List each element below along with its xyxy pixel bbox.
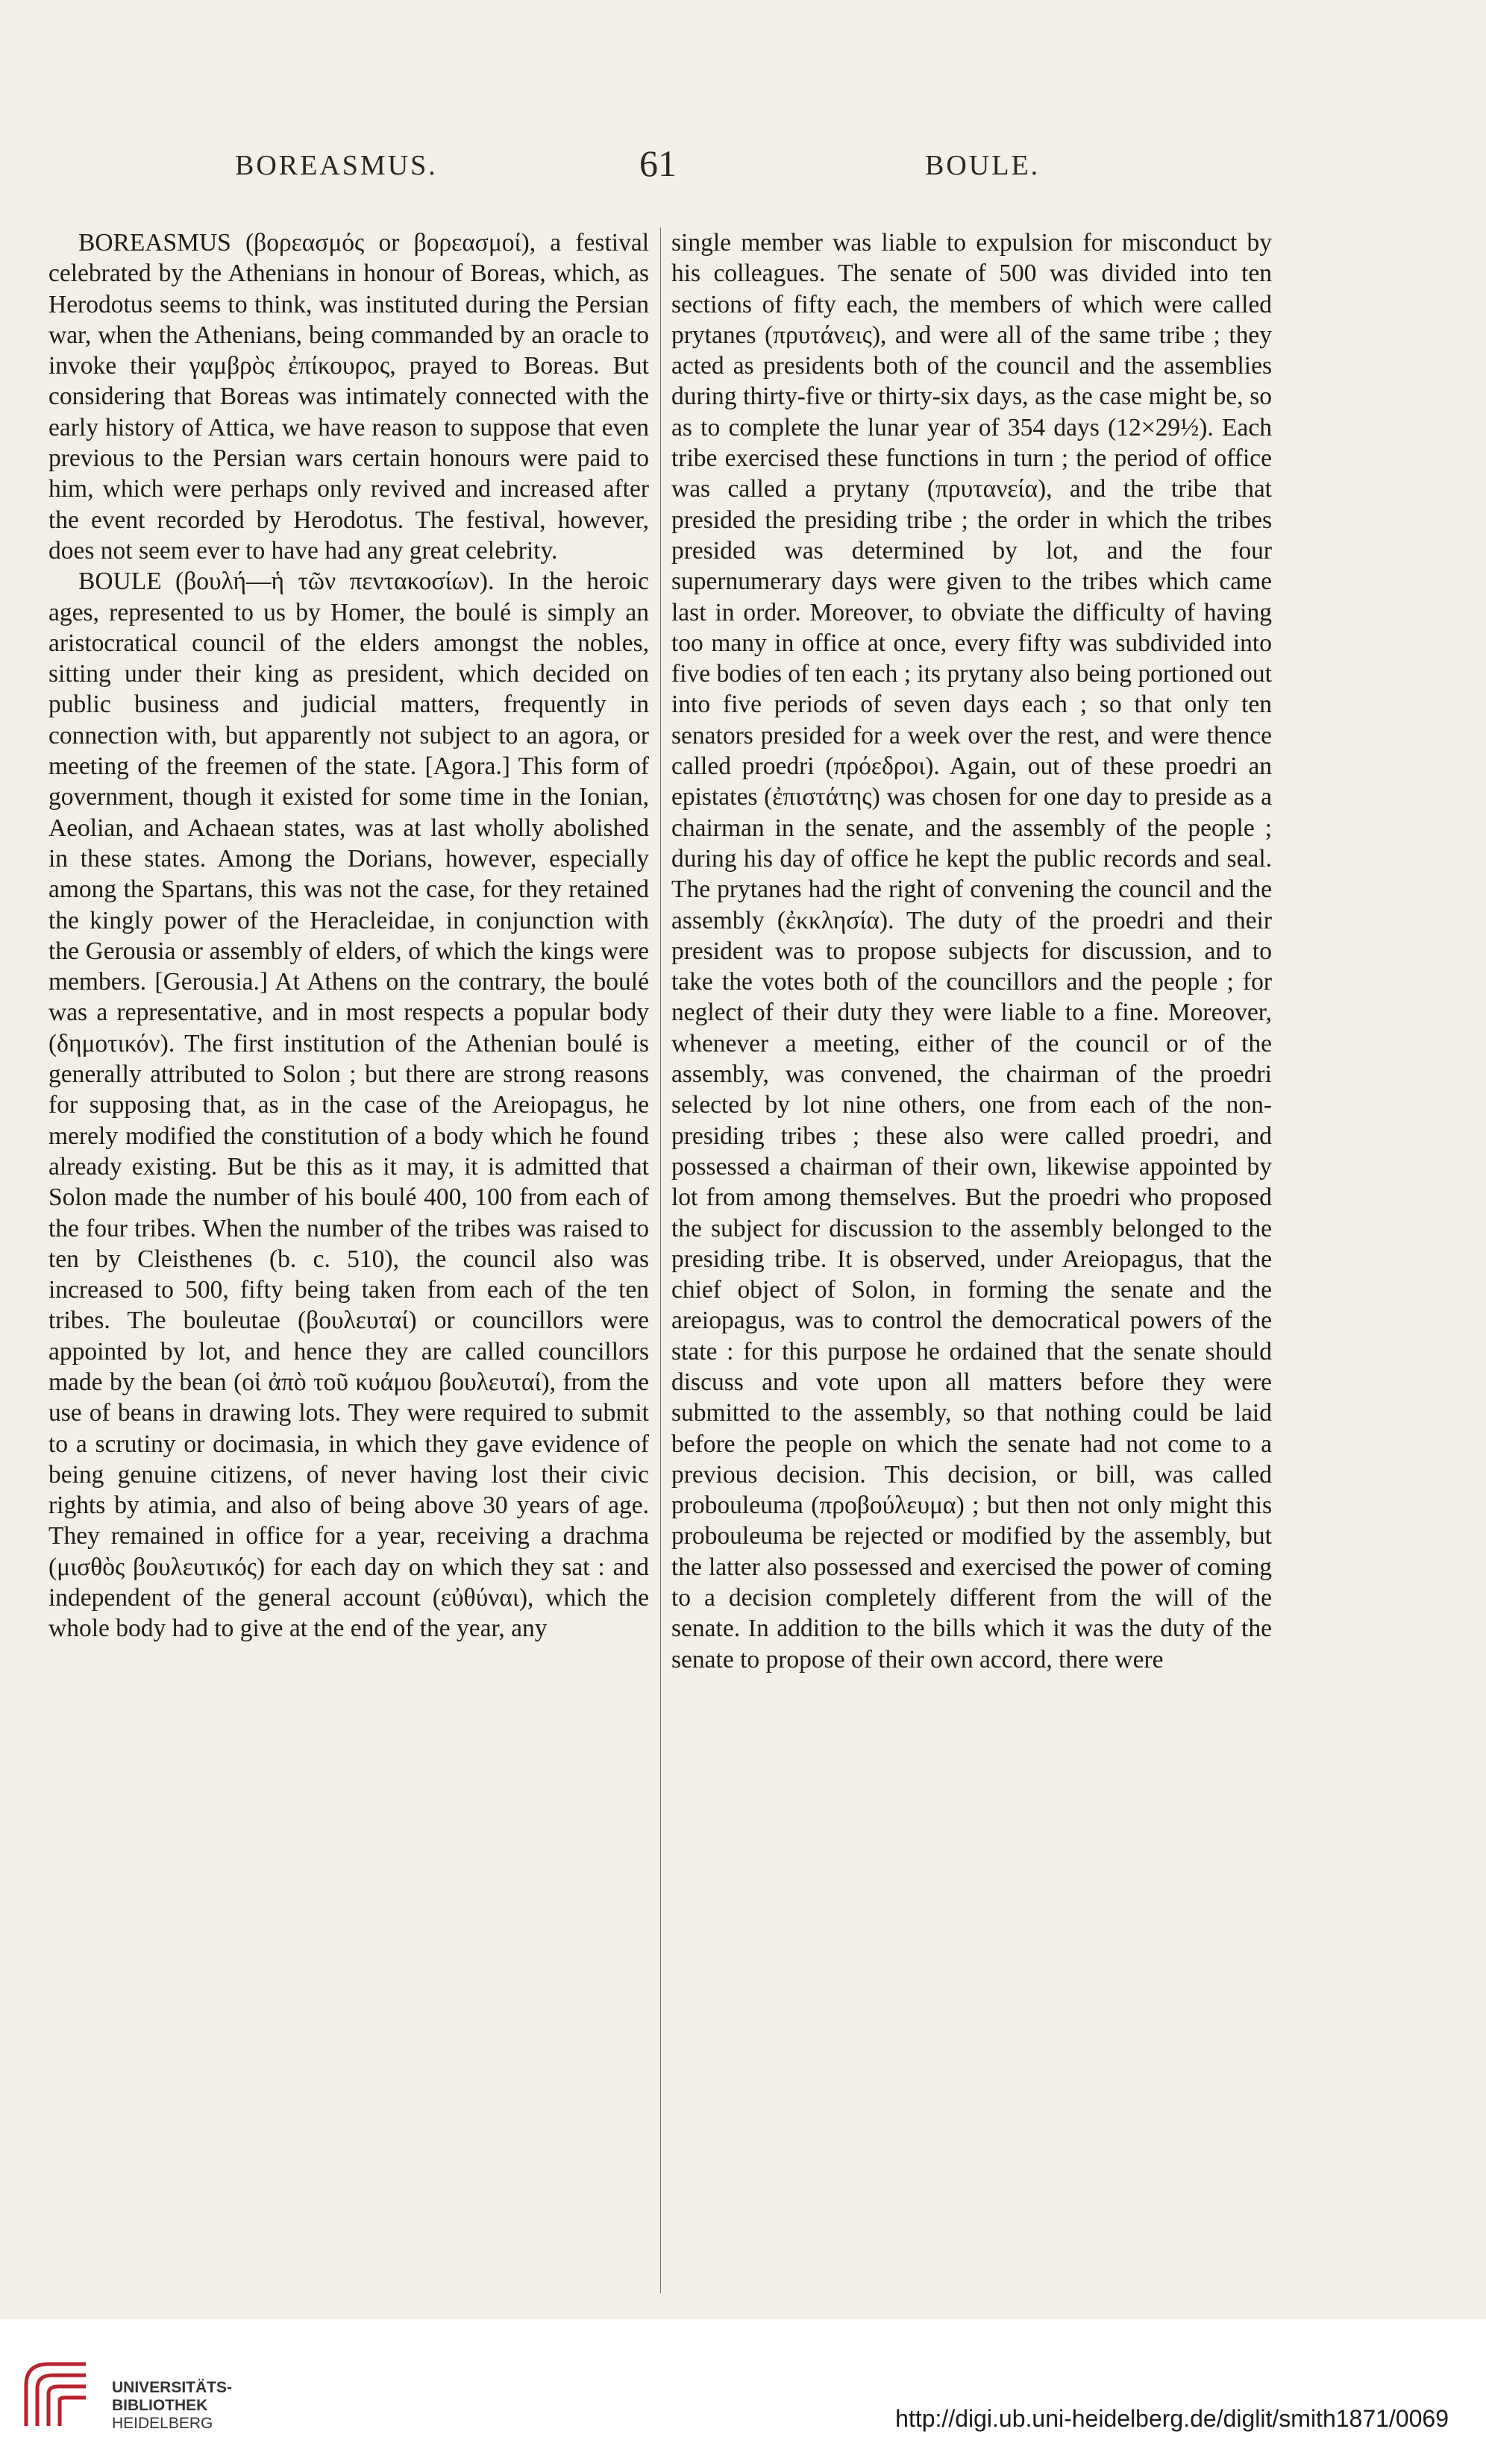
- entry-boule-continued: single member was liable to expulsion for misconduct by his colleagues. The senate of 500 was divided into ten sections of fifty each, the members of which were called prytanes (πρυτάνεις), and were all of the same tribe ; they acted as presidents both of the council and the assemblies during thirty-five or thirty-six days, as the case might be, so as to complete the lunar year of 354 days (12×29½). Each tribe exercised these functions in turn ; the period of office was called a prytany (πρυτανεία), and the tribe that presided the presiding tribe ; the order in which the tribes presided was determined by lot, and the four supernumerary days were given to the tribes which came last in order. Moreover, to obviate the difficulty of having too many in office at once, every fifty was subdivided into five bodies of ten each ; its prytany also being portioned out into five periods of seven days each ; so that only ten senators presided for a week over the rest, and were thence called proedri (πρόεδροι). Again, out of these proedri an epistates (ἐπιστάτης) was chosen for one day to preside as a chairman in the senate, and the assembly of the people ; during his day of office he kept the public records and seal. The prytanes had the right of convening the council and the assembly (ἐκκλησία). The duty of the proedri and their president was to propose subjects for discussion, and to take the votes both of the councillors and the people ; for neglect of their duty they were liable to a fine. Moreover, whenever a meeting, either of the council or of the assembly, was convened, the chairman of the proedri selected by lot nine others, one from each of the non-presiding tribes ; these also were called proedri, and possessed a chairman of their own, likewise appointed by lot from among themselves. But the proedri who proposed the subject for discussion to the assembly belonged to the presiding tribe. It is observed, under Areiopagus, that the chief object of Solon, in forming the senate and the areiopagus, was to control the democratical powers of the state : for this purpose he ordained that the senate should discuss and vote upon all matters before they were submitted to the assembly, so that nothing could be laid before the people on which the senate had not come to a previous decision. This decision, or bill, was called probouleuma (προβούλευμα) ; but then not only might this probouleuma be rejected or modified by the assembly, but the latter also possessed and exercised the power of coming to a decision completely different from the will of the senate. In addition to the bills which it was the duty of the senate to propose of their own accord, there were: [671, 229, 1272, 1673]
- page-number: 61: [639, 142, 677, 184]
- column-divider: [660, 227, 661, 2293]
- text-columns: [48, 227, 1436, 2316]
- library-name: [112, 2379, 232, 2433]
- running-head-left: BOREASMUS.: [235, 150, 438, 181]
- source-url-link[interactable]: http://digi.ub.uni-heidelberg.de/diglit/smith1871/0069: [895, 2405, 1449, 2432]
- library-name-line2: BIBLIOTHEK: [112, 2397, 208, 2414]
- library-name-line1: UNIVERSITÄTS-: [112, 2379, 233, 2396]
- right-column: [671, 227, 1272, 1675]
- running-head: [0, 142, 1486, 201]
- running-head-right: BOULE.: [925, 150, 1041, 181]
- entry-boreasmus: BOREASMUS (βορεασμός or βορεασμοί), a festival celebrated by the Athenians in honour of Boreas, which, as Herodotus seems to think, was instituted during the Persian war, when the Athenians, being commanded by an oracle to invoke their γαμβρὸς ἐπίκουρος, prayed to Boreas. But considering that Boreas was intimately connected with the early history of Attica, we have reason to suppose that even previous to the Persian wars certain honours were paid to him, which were perhaps only revived and increased after the event recorded by Herodotus. The festival, however, does not seem ever to have had any great celebrity.: [48, 229, 649, 565]
- left-column: [48, 227, 649, 1644]
- entry-boule: BOULE (βουλή—ἡ τῶν πεντακοσίων). In the heroic ages, represented to us by Homer, the boulé is simply an aristocratical council of the elders amongst the nobles, sitting under their king as president, which decided on public business and judicial matters, frequently in connection with, but apparently not subject to an agora, or meeting of the freemen of the state. [Agora.] This form of government, though it existed for some time in the Ionian, Aeolian, and Achaean states, was at last wholly abolished in these states. Among the Dorians, however, especially among the Spartans, this was not the case, for they retained the kingly power of the Heracleidae, in conjunction with the Gerousia or assembly of elders, of which the kings were members. [Gerousia.] At Athens on the contrary, the boulé was a representative, and in most respects a popular body (δημοτικόν). The first institution of the Athenian boulé is generally attributed to Solon ; but there are strong reasons for supposing that, as in the case of the Areiopagus, he merely modified the constitution of a body which he found already existing. But be this as it may, it is admitted that Solon made the number of his boulé 400, 100 from each of the four tribes. When the number of the tribes was raised to ten by Cleisthenes (b. c. 510), the council also was increased to 500, fifty being taken from each of the ten tribes. The bouleutae (βουλευταί) or councillors were appointed by lot, and hence they are called councillors made by the bean (οἱ ἀπὸ τοῦ κυάμου βουλευταί), from the use of beans in drawing lots. They were required to submit to a scrutiny or docimasia, in which they gave evidence of being genuine citizens, of never having lost their civic rights by atimia, and also of being above 30 years of age. They remained in office for a year, receiving a drachma (μισθὸς βουλευτικός) for each day on which they sat : and independent of the general account (εὐθύναι), which the whole body had to give at the end of the year, any: [48, 568, 649, 1643]
- library-logo-icon: [15, 2355, 97, 2437]
- library-name-line3: HEIDELBERG: [112, 2415, 213, 2432]
